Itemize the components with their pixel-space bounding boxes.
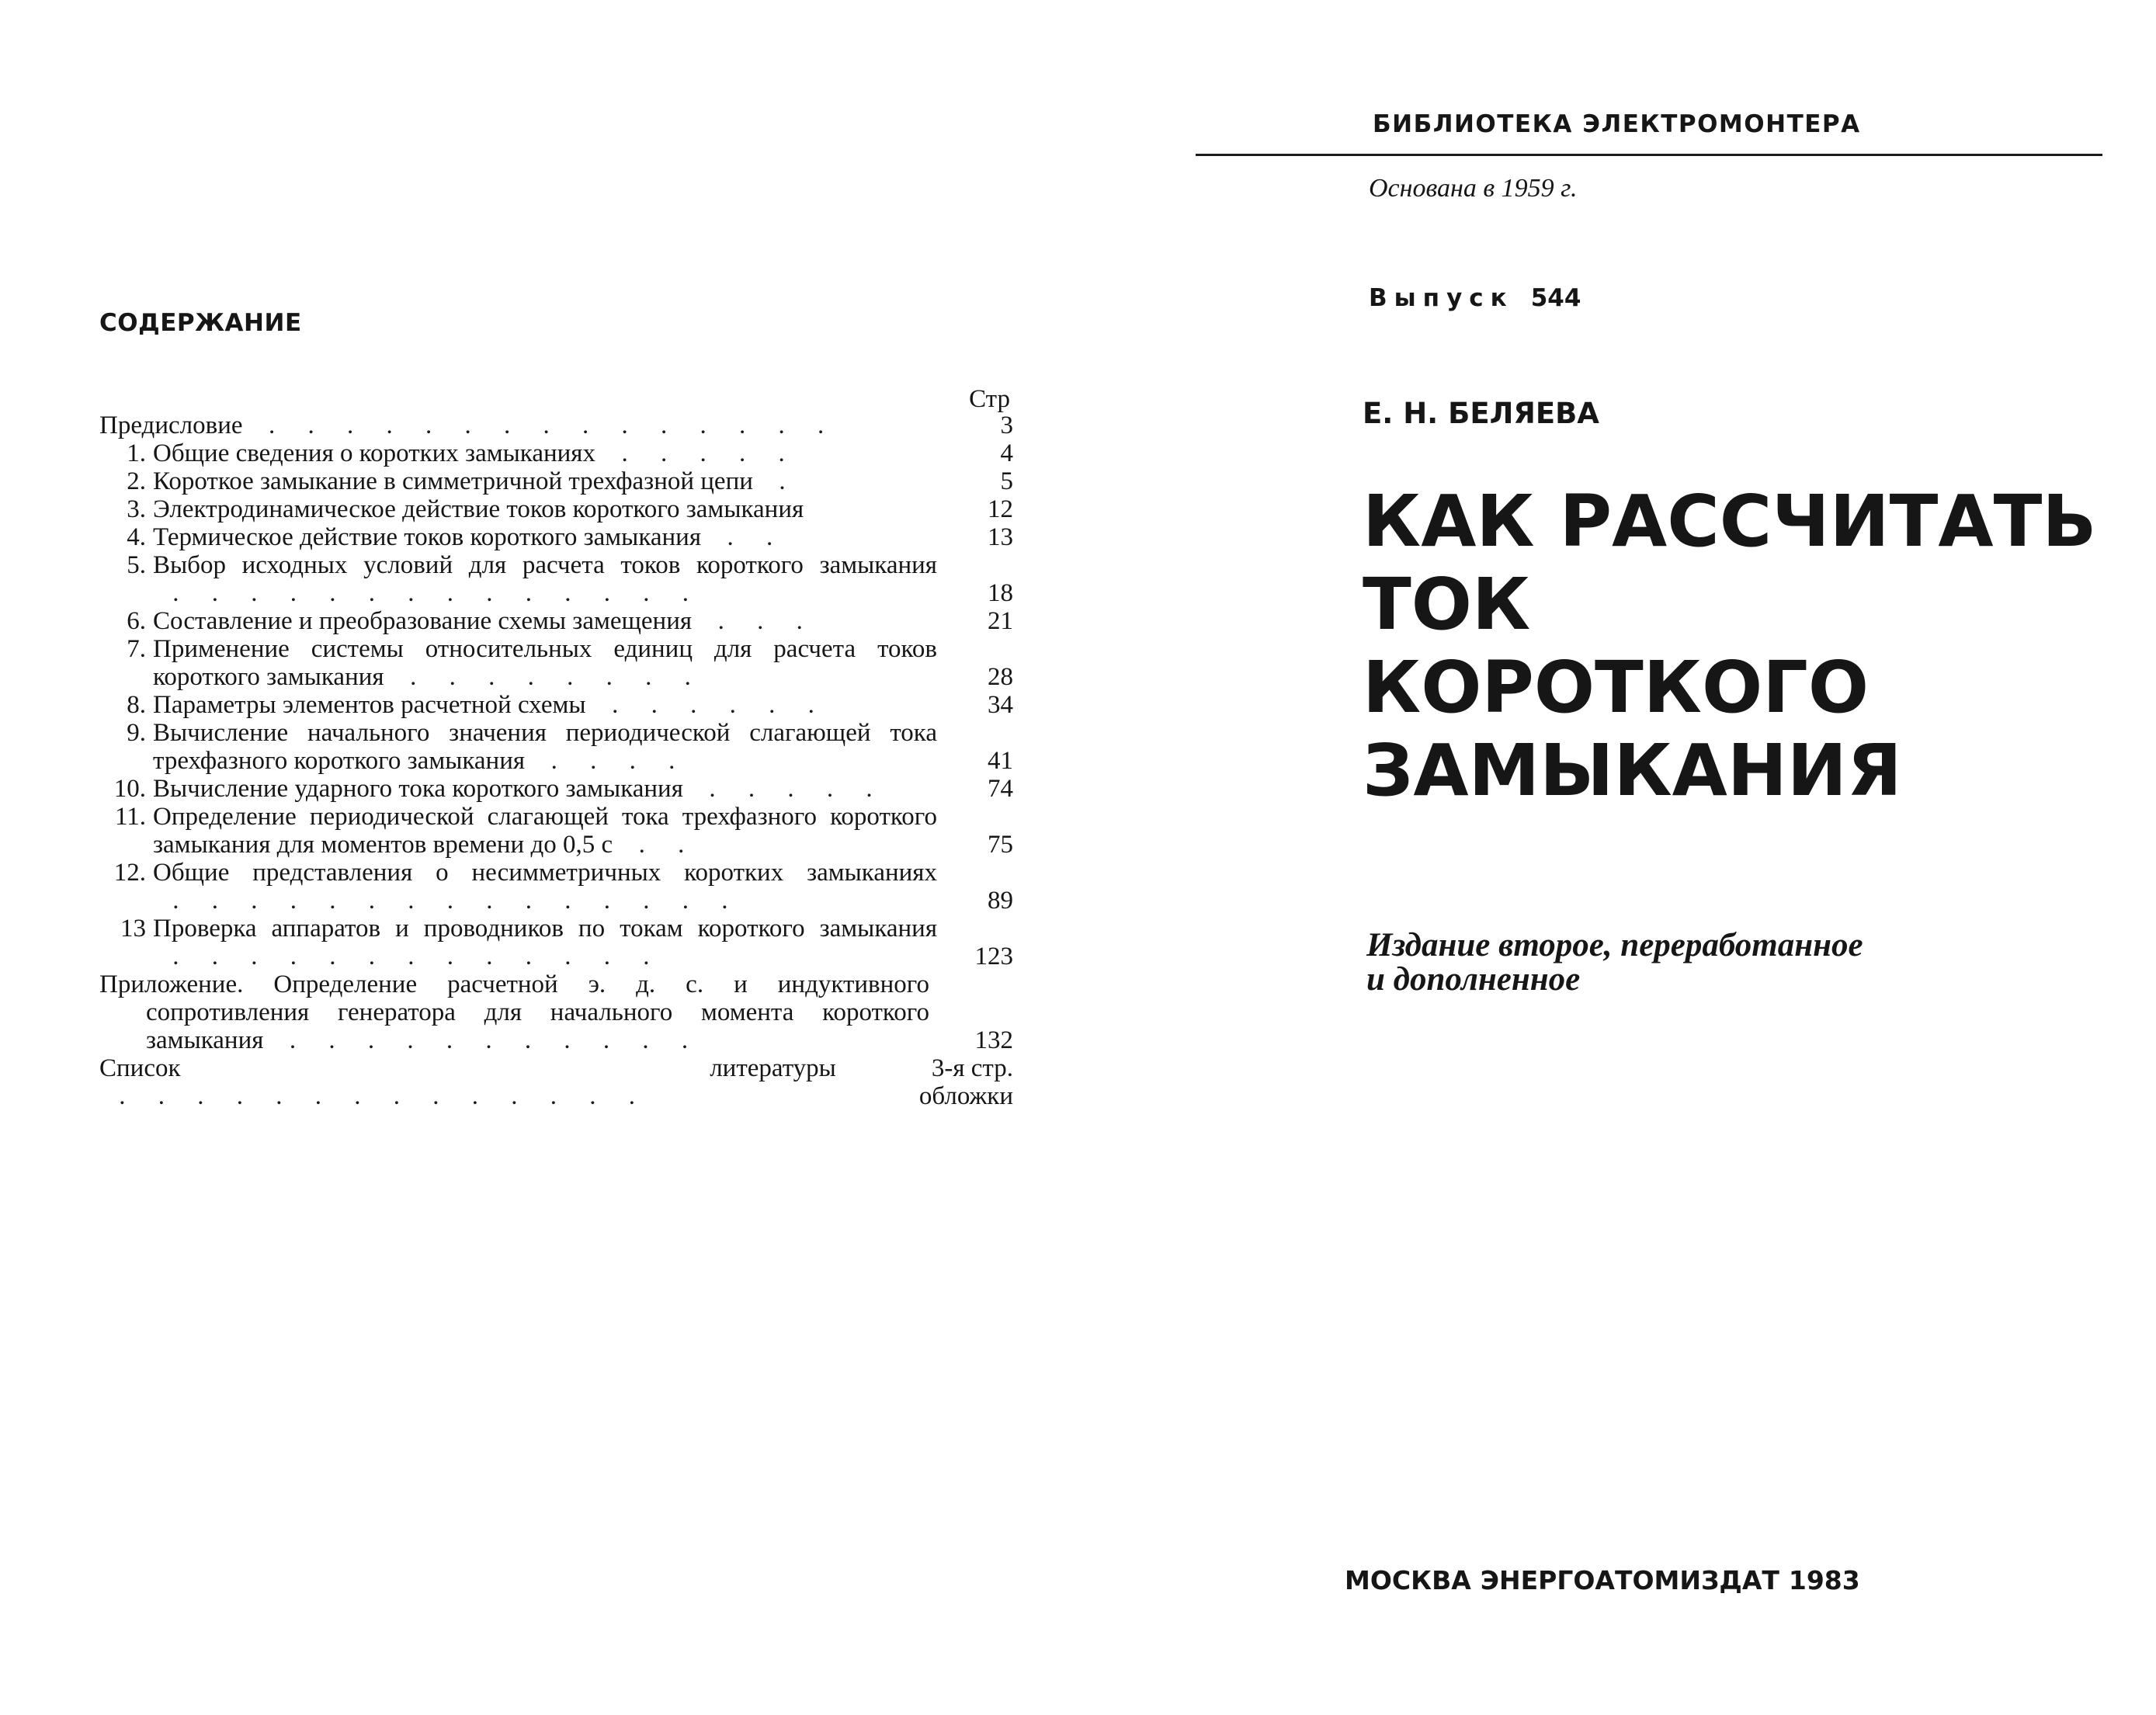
toc-entry-title: Термическое действие токов короткого замыкания — [153, 523, 702, 551]
contents-heading: СОДЕРЖАНИЕ — [99, 309, 302, 337]
book-title-line: ТОК — [1363, 563, 1531, 646]
toc-entry-title: Определение периодической слагающей тока трехфазного короткого замыкания для моментов времени до 0,5 с — [153, 803, 937, 859]
toc-entry-page: 41 — [988, 747, 1013, 775]
toc-entry-page: 18 — [988, 579, 1013, 607]
toc-entry-title: Электродинамическое действие токов короткого замыкания — [153, 495, 804, 523]
toc-entry[interactable]: 6. Составление и преобразование схемы замещения . . . 21 — [99, 607, 1013, 635]
toc-entry-number: 6. — [127, 607, 146, 635]
toc-entry-number: 9. — [127, 719, 146, 747]
publisher-city: МОСКВА — [1345, 1565, 1471, 1595]
toc-entry[interactable]: 10. Вычисление ударного тока короткого замыкания . . . . . 74 — [99, 775, 1013, 803]
edition-note — [1366, 929, 1863, 997]
author-name: Е. Н. БЕЛЯЕВА — [1363, 397, 1599, 430]
toc-entry-title: Предисловие — [99, 411, 243, 439]
toc-entry-title: Общие сведения о коротких замыканиях — [153, 439, 595, 467]
contents-list — [99, 387, 1013, 1110]
publication-year: 1983 — [1788, 1565, 1860, 1595]
toc-entry[interactable]: 8. Параметры элементов расчетной схемы . . . . . . 34 — [99, 691, 1013, 719]
toc-entry-title: Вычисление начального значения периодической слагающей тока трехфазного короткого замыкания — [153, 719, 937, 775]
title-page — [1071, 0, 2156, 1715]
toc-entry-page: 34 — [988, 691, 1013, 719]
toc-entry-number: 1. — [127, 439, 146, 467]
toc-entry-page: 5 — [1000, 467, 1013, 495]
toc-entry[interactable] — [99, 495, 1013, 523]
toc-entry-page: 4 — [1000, 439, 1013, 467]
toc-entry[interactable]: 2. Короткое замыкание в симметричной трехфазной цепи . 5 — [99, 467, 1013, 495]
toc-entry[interactable]: 9. Вычисление начального значения периодической слагающей тока трехфазного короткого замыкания . . . . 41 — [99, 719, 1013, 775]
toc-entry-number: 13 — [120, 915, 146, 943]
toc-entry[interactable]: 12. Общие представления о несимметричных коротких замыканиях . . . . . . . . . . . . . . . 89 — [99, 859, 1013, 915]
toc-entry-number: 11. — [114, 803, 146, 831]
toc-entry-title: Параметры элементов расчетной схемы — [153, 691, 586, 719]
toc-entry-number: 2. — [127, 467, 146, 495]
edition-line: Издание второе, переработанное — [1366, 927, 1863, 963]
toc-entry-page: 89 — [988, 887, 1013, 915]
toc-entry-page: 3 — [1000, 411, 1013, 439]
toc-entry-title: Короткое замыкание в симметричной трехфазной цепи — [153, 467, 753, 495]
book-title-line: КАК РАССЧИТАТЬ — [1363, 480, 2097, 563]
toc-entry-title: Приложение. Определение расчетной э. д. с. и индуктивного сопротивления генератора для начального момента короткого замыкания — [99, 970, 929, 1054]
publisher-imprint — [1345, 1565, 1870, 1595]
series-title: БИБЛИОТЕКА ЭЛЕКТРОМОНТЕРА — [1373, 110, 1861, 138]
toc-entry-page: 123 — [974, 943, 1013, 970]
issue-number: 544 — [1530, 284, 1581, 312]
contents-page — [0, 0, 1071, 1715]
toc-entry-page: 3-я стр. обложки — [918, 1054, 1013, 1110]
toc-entry-title: Составление и преобразование схемы замещения — [153, 607, 693, 635]
toc-entry[interactable]: Предисловие . . . . . . . . . . . . . . . 3 — [99, 411, 1013, 439]
toc-entry-title: Список литературы — [99, 1054, 836, 1082]
toc-entry-page: 21 — [988, 607, 1013, 635]
toc-entry[interactable]: 5. Выбор исходных условий для расчета токов короткого замыкания . . . . . . . . . . . . . . 18 — [99, 551, 1013, 607]
toc-entry-title: Применение системы относительных единиц для расчета токов короткого замыкания — [153, 635, 937, 691]
toc-entry[interactable]: 7. Применение системы относительных единиц для расчета токов короткого замыкания . . . . . . . . 28 — [99, 635, 1013, 691]
toc-entry-number: 4. — [127, 523, 146, 551]
book-title — [1363, 480, 2096, 812]
founded-note: Основана в 1959 г. — [1369, 174, 1578, 203]
toc-entry[interactable]: Приложение. Определение расчетной э. д. с. и индуктивного сопротивления генератора для начального момента короткого замыкания . . . . . . . . . . . 132 — [99, 970, 1013, 1054]
toc-entry-number: 10. — [113, 775, 146, 803]
issue-line — [1369, 284, 1581, 312]
toc-entry[interactable]: 11. Определение периодической слагающей тока трехфазного короткого замыкания для моментов времени до 0,5 с . . 75 — [99, 803, 1013, 859]
book-title-line: КОРОТКОГО — [1363, 646, 1870, 729]
toc-entry-title: Вычисление ударного тока короткого замыкания — [153, 775, 683, 803]
edition-line: и дополненное — [1366, 961, 1581, 998]
toc-entry-page: 28 — [988, 663, 1013, 691]
toc-entry-title: Проверка аппаратов и проводников по токам короткого замыкания — [153, 915, 937, 943]
toc-entry-number: 7. — [127, 635, 146, 663]
toc-entry-number: 12. — [113, 859, 146, 887]
toc-entry-page: 75 — [988, 831, 1013, 859]
toc-entry[interactable]: 13 Проверка аппаратов и проводников по токам короткого замыкания . . . . . . . . . . . . . 123 — [99, 915, 1013, 970]
toc-entry-number: 3. — [127, 495, 146, 523]
toc-entry-number: 5. — [127, 551, 146, 579]
toc-entry-number: 8. — [127, 691, 146, 719]
toc-entry-title: Общие представления о несимметричных коротких замыканиях — [153, 859, 937, 887]
book-title-line: ЗАМЫКАНИЯ — [1363, 729, 1902, 812]
issue-label: Выпуск — [1369, 284, 1514, 312]
page-column-label: Стр — [969, 385, 1010, 413]
toc-entry[interactable]: 4. Термическое действие токов короткого замыкания . . 13 — [99, 523, 1013, 551]
toc-entry-title: Выбор исходных условий для расчета токов короткого замыкания — [153, 551, 937, 579]
toc-entry[interactable]: Список литературы . . . . . . . . . . . . . . 3-я стр. обложки — [99, 1054, 1013, 1110]
toc-entry[interactable]: 1. Общие сведения о коротких замыканиях . . . . . 4 — [99, 439, 1013, 467]
toc-entry-page: 74 — [988, 775, 1013, 803]
toc-entry-page: 13 — [988, 523, 1013, 551]
series-rule — [1196, 154, 2102, 156]
publisher-name: ЭНЕРГОАТОМИЗДАТ — [1480, 1565, 1779, 1595]
toc-entry-page: 12 — [988, 495, 1013, 523]
toc-entry-page: 132 — [974, 1026, 1013, 1054]
